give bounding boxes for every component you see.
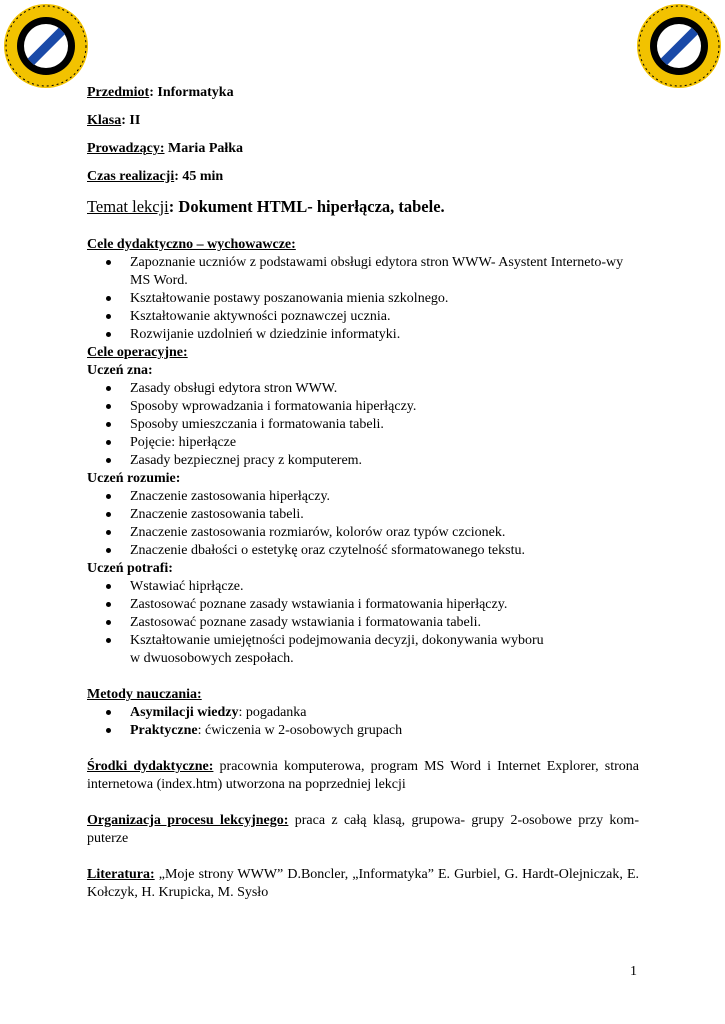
methods-list	[87, 704, 639, 740]
pdf-xchange-stamp-icon[interactable]	[2, 2, 90, 90]
section-heading: Cele operacyjne:	[87, 345, 188, 360]
list-item: Rozwijanie uzdolnień w dziedzinie informatyki.	[87, 326, 639, 344]
list-item: Znaczenie zastosowania rozmiarów, kolorów oraz typów czcionek.	[87, 524, 639, 542]
list-item: Kształtowanie aktywności poznawczej ucznia.	[87, 308, 639, 326]
list-item: Kształtowanie postawy poszanowania mienia szkolnego.	[87, 290, 639, 308]
list-item: Znaczenie zastosowania hiperłączy.	[87, 488, 639, 506]
page-number: 1	[630, 964, 637, 979]
subsection-heading: Uczeń rozumie:	[87, 471, 181, 486]
list-item: Wstawiać hiprłącze.	[87, 578, 639, 596]
list-item: Zapoznanie uczniów z podstawami obsługi edytora stron WWW- Asystent Interneto-wy MS Word.	[87, 254, 639, 290]
list-item: Praktyczne: ćwiczenia w 2-osobowych grupach	[87, 722, 639, 740]
pdf-xchange-stamp-icon[interactable]	[635, 2, 723, 90]
meta-subject: Przedmiot: Informatyka	[87, 85, 234, 100]
list-item: Asymilacji wiedzy: pogadanka	[87, 704, 639, 722]
organization-paragraph: Organizacja procesu lekcyjnego: praca z całą klasą, grupowa- grupy 2-osobowe przy kom-puterze	[87, 813, 639, 846]
goals-list	[87, 254, 639, 344]
meta-class: Klasa: II	[87, 113, 141, 128]
meta-duration: Czas realizacji: 45 min	[87, 169, 224, 184]
list-item: Sposoby wprowadzania i formatowania hiperłączy.	[87, 398, 639, 416]
subsection-heading: Uczeń zna:	[87, 363, 153, 378]
list-item: Pojęcie: hiperłącze	[87, 434, 639, 452]
list-item: Zasady bezpiecznej pracy z komputerem.	[87, 452, 639, 470]
list-item: Zastosować poznane zasady wstawiania i formatowania tabeli.	[87, 614, 639, 632]
meta-teacher: Prowadzący: Maria Pałka	[87, 141, 244, 156]
document-page	[87, 84, 639, 902]
list-item: Znaczenie zastosowania tabeli.	[87, 506, 639, 524]
knows-list	[87, 380, 639, 470]
subsection-heading: Uczeń potrafi:	[87, 561, 173, 576]
section-heading: Cele dydaktyczno – wychowawcze:	[87, 237, 296, 252]
list-item: Kształtowanie umiejętności podejmowania decyzji, dokonywania wyboru	[87, 632, 639, 650]
literature-paragraph: Literatura: „Moje strony WWW” D.Boncler, „Informatyka” E. Gurbiel, G. Hardt-Olejniczak, E. Kołczyk, H. Krupicka, M. Sysło	[87, 867, 639, 900]
list-item: Zasady obsługi edytora stron WWW.	[87, 380, 639, 398]
list-item: Sposoby umieszczania i formatowania tabeli.	[87, 416, 639, 434]
teaching-aids-paragraph: Środki dydaktyczne: pracownia komputerowa, program MS Word i Internet Explorer, strona internetowa (index.htm) utworzona na poprzedniej lekcji	[87, 759, 639, 792]
can-do-list	[87, 578, 639, 668]
section-heading: Metody nauczania:	[87, 687, 202, 702]
list-item: Znaczenie dbałości o estetykę oraz czytelność sformatowanego tekstu.	[87, 542, 639, 560]
understands-list	[87, 488, 639, 560]
lesson-topic: Temat lekcji: Dokument HTML- hiperłącza, tabele.	[87, 197, 445, 216]
list-item-continuation: w dwuosobowych zespołach.	[130, 651, 294, 666]
list-item: Zastosować poznane zasady wstawiania i formatowania hiperłączy.	[87, 596, 639, 614]
